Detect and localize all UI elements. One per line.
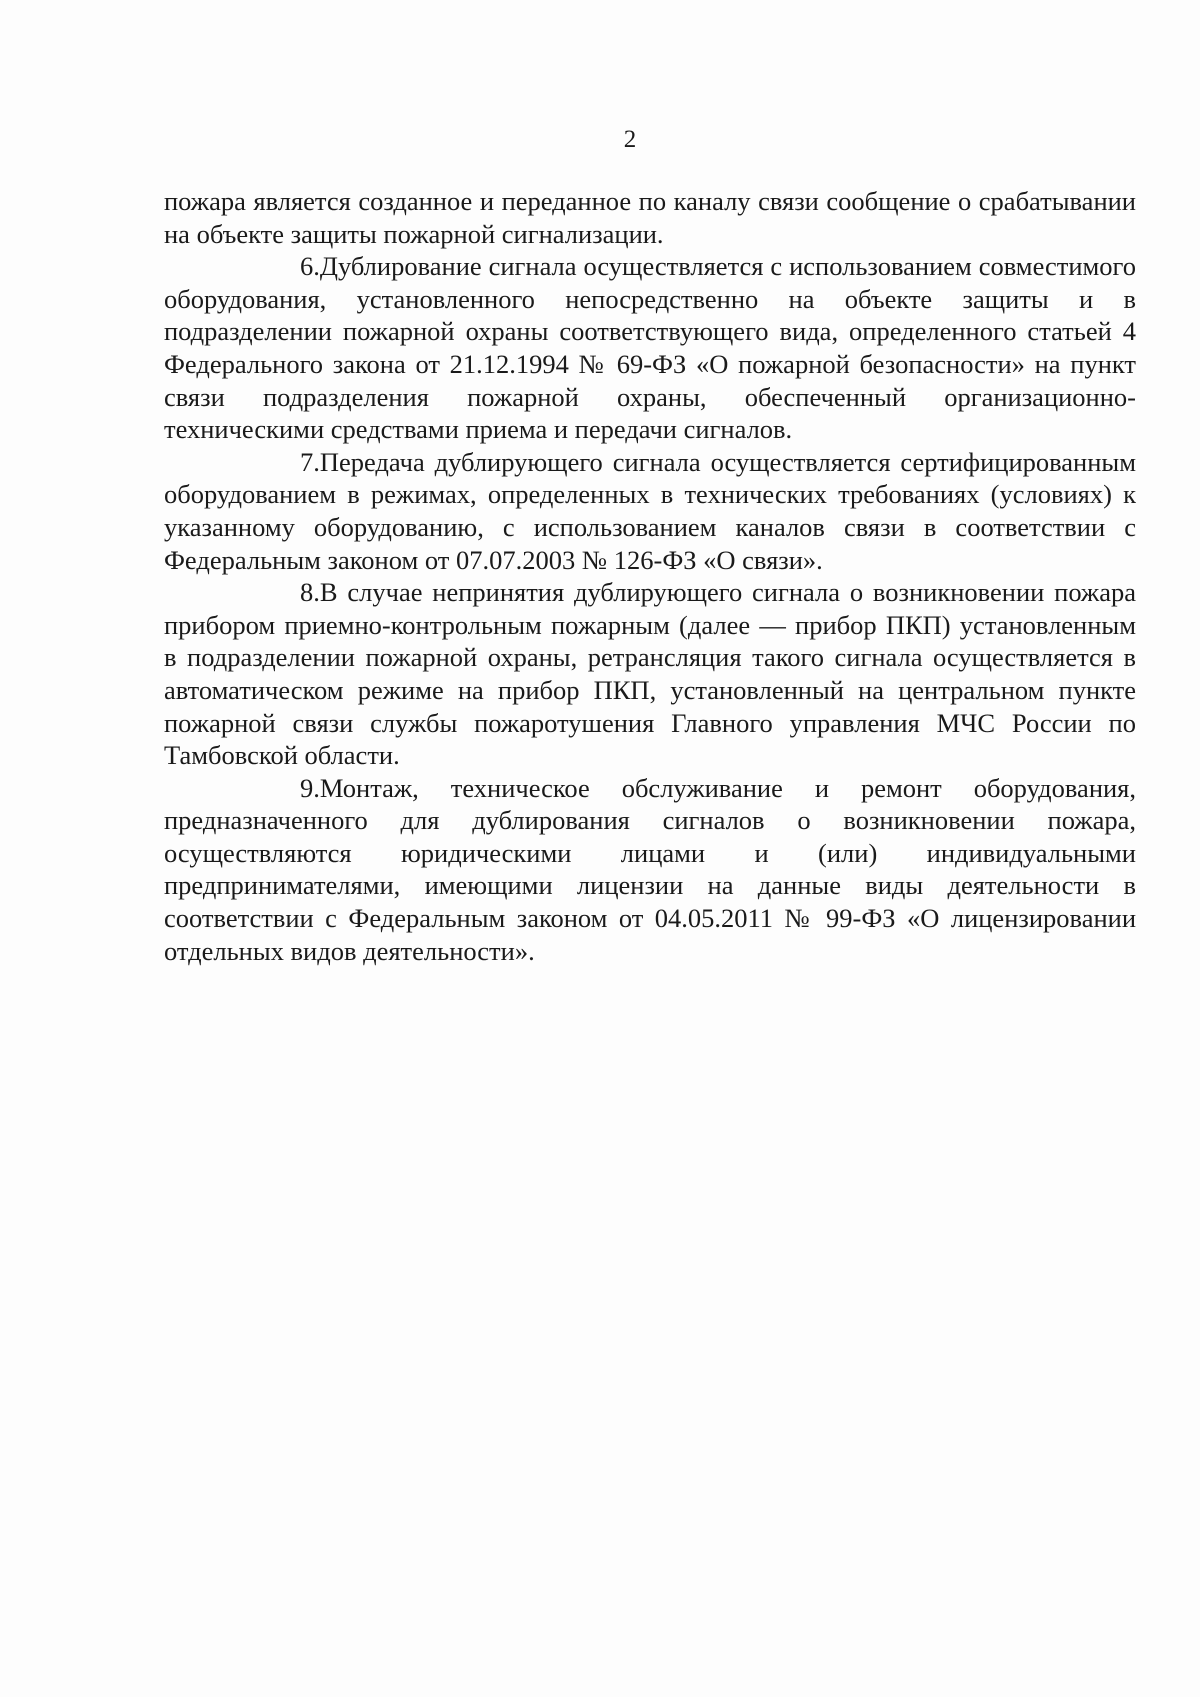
paragraph-number: 9.: [300, 772, 320, 803]
paragraph-text: пожара является созданное и переданное по каналу связи сообщение о срабатывании на объекте защиты пожарной сигнализации.: [164, 186, 1136, 249]
paragraph-item-6: [164, 250, 1136, 446]
paragraph-item-8: [164, 576, 1136, 772]
paragraph-number: 8.: [300, 577, 320, 608]
paragraph-text: В случае непринятия дублирующего сигнала о возникновении пожара прибором приемно-контрольным пожарным (далее — прибор ПКП) установленным в подразделении пожарной охраны, ретрансляция такого сигнала осуществляется в автоматическом режиме на прибор ПКП, установленный на центральном пункте пожарной связи службы пожаротушения Главного управления МЧС России по Тамбовской области.: [164, 577, 1136, 771]
paragraph-item-9: [164, 772, 1136, 968]
paragraph-number: 7.: [300, 446, 320, 477]
paragraph-number: 6.: [300, 251, 320, 282]
paragraph-item-7: [164, 446, 1136, 576]
paragraph-text: Дублирование сигнала осуществляется с использованием совместимого оборудования, установленного непосредственно на объекте защиты и в подразделении пожарной охраны соответствующего вида, определенного статьей 4 Федерального закона от 21.12.1994 № 69-ФЗ «О пожарной безопасности» на пункт связи подразделения пожарной охраны, обеспеченный организационно-техническими средствами приема и передачи сигналов.: [164, 251, 1136, 445]
page-number: 2: [623, 126, 637, 153]
paragraph-continuation: [164, 185, 1136, 250]
paragraph-text: Монтаж, техническое обслуживание и ремонт оборудования, предназначенного для дублирования сигналов о возникновении пожара, осуществляются юридическими лицами и (или) индивидуальными предпринимателями, имеющими лицензии на данные виды деятельности в соответствии с Федеральным законом от 04.05.2011 № 99-ФЗ «О лицензировании отдельных видов деятельности».: [164, 772, 1136, 966]
paragraph-text: Передача дублирующего сигнала осуществляется сертифицированным оборудованием в режимах, определенных в технических требованиях (условиях) к указанному оборудованию, с использованием каналов связи в соответствии с Федеральным законом от 07.07.2003 № 126-ФЗ «О связи».: [164, 446, 1136, 575]
document-body: [164, 185, 1136, 967]
